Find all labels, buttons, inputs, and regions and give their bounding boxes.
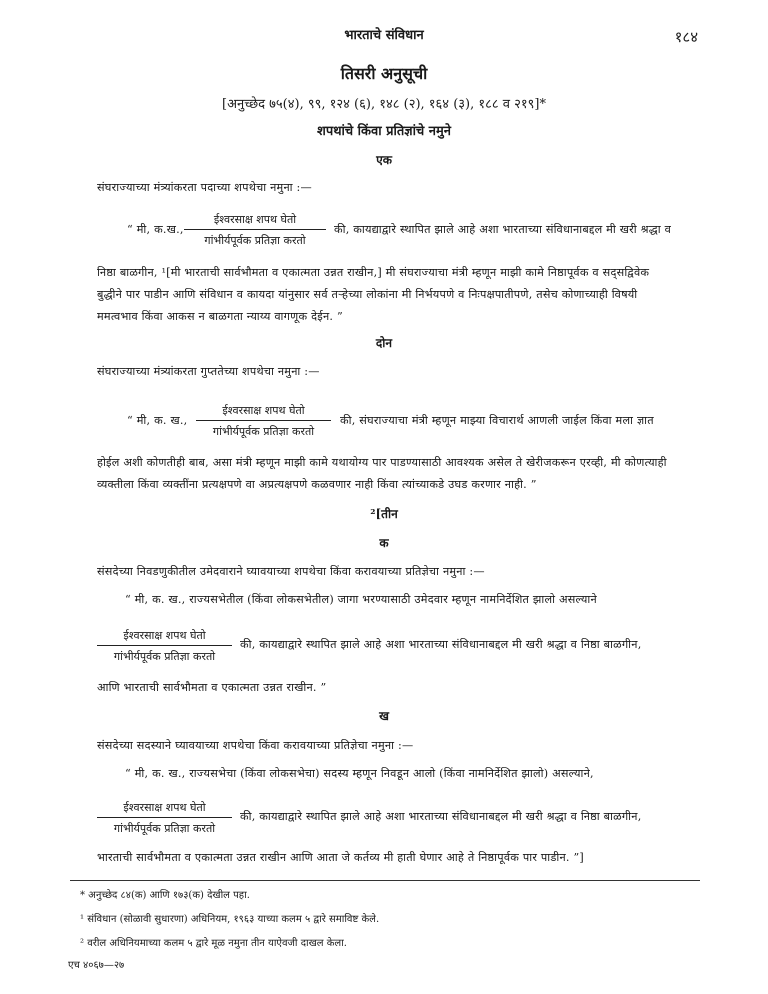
oath-fraction: [97, 800, 232, 836]
subsection-b-line1: “ मी, क. ख., राज्यसभेचा (किंवा लोकसभेचा) सदस्य म्हणून निवडून आलो (किंवा नामनिर्देशित झालो) असल्याने,: [125, 767, 594, 780]
running-header-title: भारताचे संविधान: [344, 28, 424, 43]
section-one-label: एक: [376, 153, 392, 167]
subsection-a-line1: “ मी, क. ख., राज्यसभेतील (किंवा लोकसभेतील) जागा भरण्यासाठी उमेदवार म्हणून नामनिर्देशित झालो असल्याने: [125, 593, 597, 606]
subsection-a-label: क: [379, 536, 389, 550]
oath-fraction-denominator: गांभीर्यपूर्वक प्रतिज्ञा करतो: [212, 425, 315, 438]
section-two-body-line: होईल अशी कोणतीही बाब, असा मंत्री म्हणून माझी कामे यथायोग्य पार पाडण्यासाठी आवश्यक असेल ते खेरीजकरून एरव्ही, मी कोणत्याही: [97, 456, 667, 469]
oath-fraction: [196, 403, 331, 439]
section-two-line1-prefix: “ मी, क. ख.,: [127, 414, 188, 427]
subsection-a-intro: संसदेच्या निवडणुकीतील उमेदवाराने घ्यावयाच्या शपथेचा किंवा करावयाच्या प्रतिज्ञेचा नमुना :—: [97, 565, 485, 578]
section-three-label: ²[तीन: [370, 507, 398, 521]
section-one-body-line: ममत्वभाव किंवा आकस न बाळगता न्याय्य वागणूक देईन. ”: [97, 310, 343, 323]
footnote-separator: [70, 880, 700, 881]
section-one-body-line: बुद्धीने पार पाडीन आणि संविधान व कायदा यांनुसार सर्व तऱ्हेच्या लोकांना मी निर्भयपणे व निःपक्षपातीपणे, तसेच कोणाच्याही विषयी: [97, 288, 638, 301]
oath-fraction-numerator: ईश्वरसाक्ष शपथ घेतो: [123, 801, 206, 814]
oath-fraction: [97, 628, 232, 664]
oath-fraction-numerator: ईश्वरसाक्ष शपथ घेतो: [222, 404, 305, 417]
print-code: एच ४०६७—२७: [68, 960, 125, 971]
subsection-b-line2-suffix: की, कायद्याद्वारे स्थापित झाले आहे अशा भारताच्या संविधानाबद्दल मी खरी श्रद्धा व निष्ठा बाळगीन,: [240, 810, 642, 823]
section-two-line1-suffix: की, संघराज्याचा मंत्री म्हणून माझ्या विचारार्थ आणली जाईल किंवा मला ज्ञात: [340, 414, 654, 427]
page-number: १८४: [674, 28, 698, 46]
subsection-b-line3: भारताची सार्वभौमता व एकात्मता उन्नत राखीन आणि आता जे कर्तव्य मी हाती घेणार आहे ते निष्ठापूर्वक पार पाडीन. ”]: [97, 851, 585, 864]
section-one-intro: संघराज्याच्या मंत्र्यांकरता पदाच्या शपथेचा नमुना :—: [97, 181, 312, 194]
section-two-label: दोन: [375, 336, 393, 350]
section-two-intro: संघराज्याच्या मंत्र्यांकरता गुप्ततेच्या शपथेचा नमुना :—: [97, 365, 320, 378]
schedule-articles: [अनुच्छेद ७५(४), ९९, १२४ (६), १४८ (२), १६४ (३), १८८ व २१९]*: [222, 97, 546, 112]
section-one-line1-suffix: की, कायद्याद्वारे स्थापित झाले आहे अशा भारताच्या संविधानाबद्दल मी खरी श्रद्धा व: [334, 223, 672, 236]
footnote: ¹ संविधान (सोळावी सुधारणा) अधिनियम, १९६३ याच्या कलम ५ द्वारे समाविष्ट केले.: [80, 914, 380, 925]
oath-fraction-denominator: गांभीर्यपूर्वक प्रतिज्ञा करतो: [113, 650, 216, 663]
schedule-title: तिसरी अनुसूची: [340, 64, 428, 83]
subsection-b-intro: संसदेच्या सदस्याने घ्यावयाच्या शपथेचा किंवा करावयाच्या प्रतिज्ञेचा नमुना :—: [97, 739, 414, 752]
oath-fraction: [184, 212, 326, 248]
oath-fraction-numerator: ईश्वरसाक्ष शपथ घेतो: [123, 629, 206, 642]
oath-fraction-denominator: गांभीर्यपूर्वक प्रतिज्ञा करतो: [113, 822, 216, 835]
subsection-b-label: ख: [379, 709, 389, 723]
footnote: * अनुच्छेद ८४(क) आणि १७३(क) देखील पहा.: [80, 890, 250, 901]
footnote: ² वरील अधिनियमाच्या कलम ५ द्वारे मूळ नमुना तीन याऐवजी दाखल केला.: [80, 938, 347, 949]
schedule-heading: शपथांचे किंवा प्रतिज्ञांचे नमुने: [316, 124, 451, 139]
oath-fraction-denominator: गांभीर्यपूर्वक प्रतिज्ञा करतो: [204, 234, 306, 247]
section-one-body-line: निष्ठा बाळगीन, ¹[मी भारताची सार्वभौमता व एकात्मता उन्नत राखीन,] मी संघराज्याचा मंत्री म्हणून माझी कामे निष्ठापूर्वक व सद्सद्विवेक: [97, 266, 650, 279]
section-one-line1-prefix: “ मी, क.ख.,: [127, 223, 184, 236]
subsection-a-line3: आणि भारताची सार्वभौमता व एकात्मता उन्नत राखीन. ”: [97, 681, 327, 694]
section-two-body-line: व्यक्तीला किंवा व्यक्तींना प्रत्यक्षपणे वा अप्रत्यक्षपणे कळवणार नाही किंवा त्यांच्याकडे उघड करणार नाही. ”: [97, 478, 537, 491]
subsection-a-line2-suffix: की, कायद्याद्वारे स्थापित झाले आहे अशा भारताच्या संविधानाबद्दल मी खरी श्रद्धा व निष्ठा बाळगीन,: [240, 638, 642, 651]
oath-fraction-numerator: ईश्वरसाक्ष शपथ घेतो: [213, 213, 297, 226]
